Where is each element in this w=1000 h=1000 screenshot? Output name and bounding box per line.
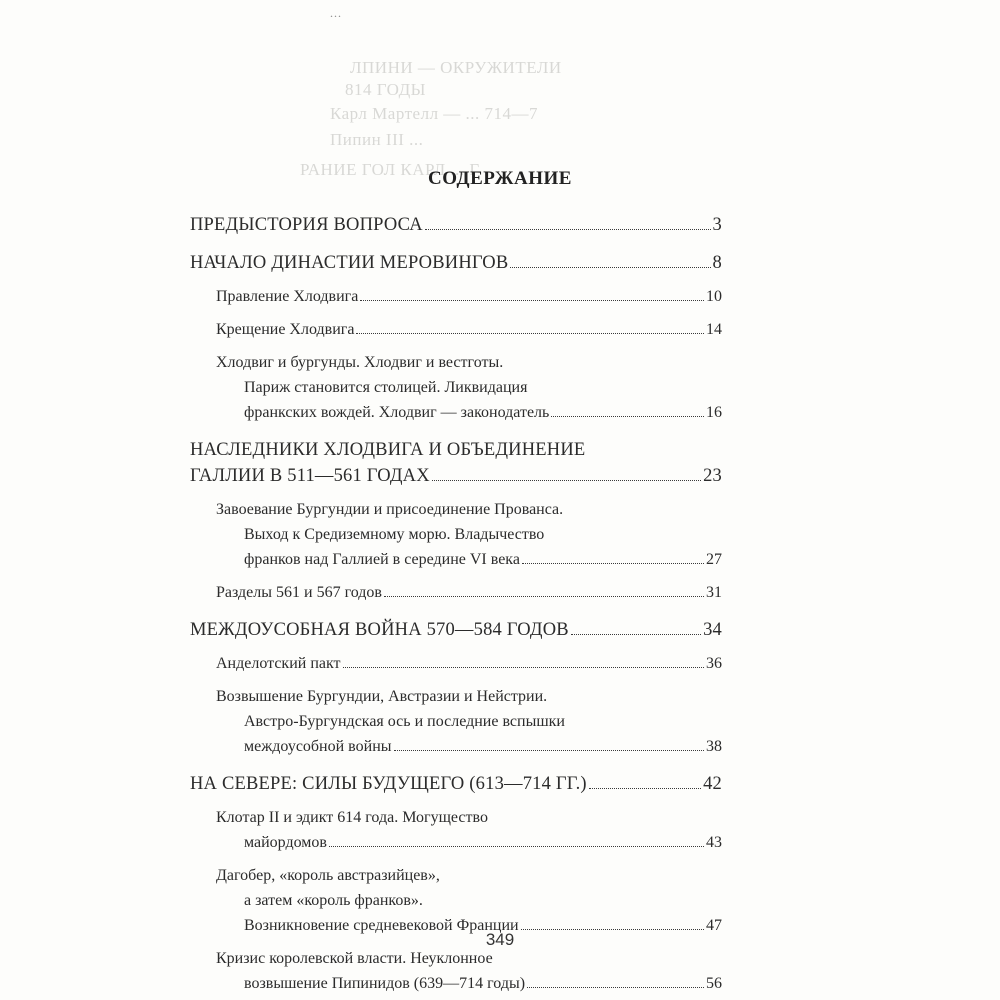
toc-page-number: 8	[712, 253, 722, 273]
toc-entry-last-line	[190, 617, 722, 643]
toc-entry-text: ПРЕДЫСТОРИЯ ВОПРОСА	[190, 215, 423, 235]
toc-entry-last-line	[190, 212, 722, 238]
toc-entry-text: Париж становится столицей. Ликвидация	[244, 379, 528, 396]
toc-chapter	[190, 437, 722, 489]
toc-section	[190, 497, 722, 572]
toc-entry-text: НА СЕВЕРЕ: СИЛЫ БУДУЩЕГО (613—714 ГГ.)	[190, 774, 587, 794]
bleed-through-text: РАНИЕ ГОЛ КАРЛ ... Г	[300, 160, 480, 179]
toc-section	[190, 580, 722, 605]
toc-entry-text: МЕЖДОУСОБНАЯ ВОЙНА 570—584 ГОДОВ	[190, 620, 569, 640]
toc-entry-last-line	[216, 830, 722, 855]
toc-entry-last-line	[216, 284, 722, 309]
toc-entry-text: ГАЛЛИИ В 511—561 ГОДАХ	[190, 466, 430, 486]
toc-section	[190, 317, 722, 342]
toc-entry-text: Завоевание Бургундии и присоединение Прованса.	[216, 501, 564, 518]
dot-leader	[425, 229, 711, 230]
toc-section	[190, 651, 722, 676]
dot-leader	[343, 667, 704, 668]
bleed-through-text: ЛПИНИ — ОКРУЖИТЕЛИ	[350, 58, 562, 77]
toc-entry-text: НАСЛЕДНИКИ ХЛОДВИГА И ОБЪЕДИНЕНИЕ	[190, 440, 586, 460]
toc-entry-text: возвышение Пипинидов (639—714 годы)	[244, 975, 526, 992]
toc-entry-text: майордомов	[244, 834, 327, 851]
toc-entry-text: Выход к Средиземному морю. Владычество	[244, 526, 545, 543]
toc-entry-text: Возникновение средневековой Франции	[244, 917, 519, 934]
toc-page-number: 10	[706, 288, 722, 305]
toc-entry-last-line	[216, 971, 722, 996]
page-title: СОДЕРЖАНИЕ	[428, 168, 572, 189]
dot-leader	[384, 596, 704, 597]
dot-leader	[329, 846, 704, 847]
dot-leader	[510, 267, 710, 268]
toc-section	[190, 284, 722, 309]
toc-section	[190, 350, 722, 425]
dot-leader	[522, 563, 704, 564]
toc-entry-text: Разделы 561 и 567 годов	[216, 584, 382, 601]
toc-entry-text: Анделотский пакт	[216, 655, 341, 672]
dot-leader	[394, 750, 705, 751]
toc-entry-text: Крещение Хлодвига	[216, 321, 355, 338]
toc-page-number: 16	[706, 404, 722, 421]
toc-entry-last-line	[216, 547, 722, 572]
toc-entry-text: франков над Галлией в середине VI века	[244, 551, 520, 568]
toc-page-number: 56	[706, 975, 722, 992]
toc-entry-last-line	[190, 771, 722, 797]
toc-entry-last-line	[216, 580, 722, 605]
toc-page-number: 31	[706, 584, 722, 601]
toc-entry-last-line	[216, 651, 722, 676]
toc-page-number: 14	[706, 321, 722, 338]
toc-entry-text: НАЧАЛО ДИНАСТИИ МЕРОВИНГОВ	[190, 253, 509, 273]
table-of-contents	[190, 212, 722, 996]
toc-entry-text: междоусобной войны	[244, 738, 392, 755]
toc-entry-text: Кризис королевской власти. Неуклонное	[216, 950, 493, 967]
toc-section	[190, 805, 722, 855]
dot-leader	[432, 480, 701, 481]
toc-entry-last-line	[216, 734, 722, 759]
toc-page-number: 43	[706, 834, 722, 851]
toc-section	[190, 863, 722, 938]
bleed-through-text: Пипин III ...	[330, 130, 424, 149]
toc-entry-text: Правление Хлодвига	[216, 288, 359, 305]
toc-section	[190, 946, 722, 996]
dot-leader	[589, 788, 701, 789]
dot-leader	[551, 416, 704, 417]
toc-entry-text: Возвышение Бургундии, Австразии и Нейстрии.	[216, 688, 548, 705]
toc-page-number: 38	[706, 738, 722, 755]
toc-entry-last-line	[216, 400, 722, 425]
toc-page-number: 42	[703, 774, 722, 794]
dot-leader	[571, 634, 701, 635]
toc-entry-last-line	[190, 463, 722, 489]
toc-section	[190, 684, 722, 759]
bleed-through-text: Карл Мартелл — ... 714—7	[330, 104, 539, 123]
toc-page-number: 27	[706, 551, 722, 568]
toc-page-number: 36	[706, 655, 722, 672]
page-number: 349	[485, 930, 515, 949]
toc-chapter	[190, 617, 722, 643]
dot-leader	[356, 333, 704, 334]
dot-leader	[527, 987, 704, 988]
toc-entry-text: франкских вождей. Хлодвиг — законодатель	[244, 404, 550, 421]
toc-entry-text: а затем «король франков».	[244, 892, 423, 909]
toc-page-number: 34	[703, 620, 722, 640]
toc-chapter	[190, 250, 722, 276]
dot-leader	[360, 300, 704, 301]
toc-chapter	[190, 212, 722, 238]
toc-entry-last-line	[216, 317, 722, 342]
toc-entry-text: Клотар II и эдикт 614 года. Могущество	[216, 809, 488, 826]
toc-entry-text: Хлодвиг и бургунды. Хлодвиг и вестготы.	[216, 354, 504, 371]
bleed-through-text: 814 ГОДЫ	[345, 80, 427, 99]
toc-entry-text: Дагобер, «король австразийцев»,	[216, 867, 440, 884]
toc-page-number: 3	[712, 215, 722, 235]
toc-page-number: 23	[703, 466, 722, 486]
toc-chapter	[190, 771, 722, 797]
running-head: ...	[330, 6, 342, 20]
toc-entry-text: Австро-Бургундская ось и последние вспышки	[244, 713, 565, 730]
toc-page-number: 47	[706, 917, 722, 934]
toc-entry-last-line	[190, 250, 722, 276]
